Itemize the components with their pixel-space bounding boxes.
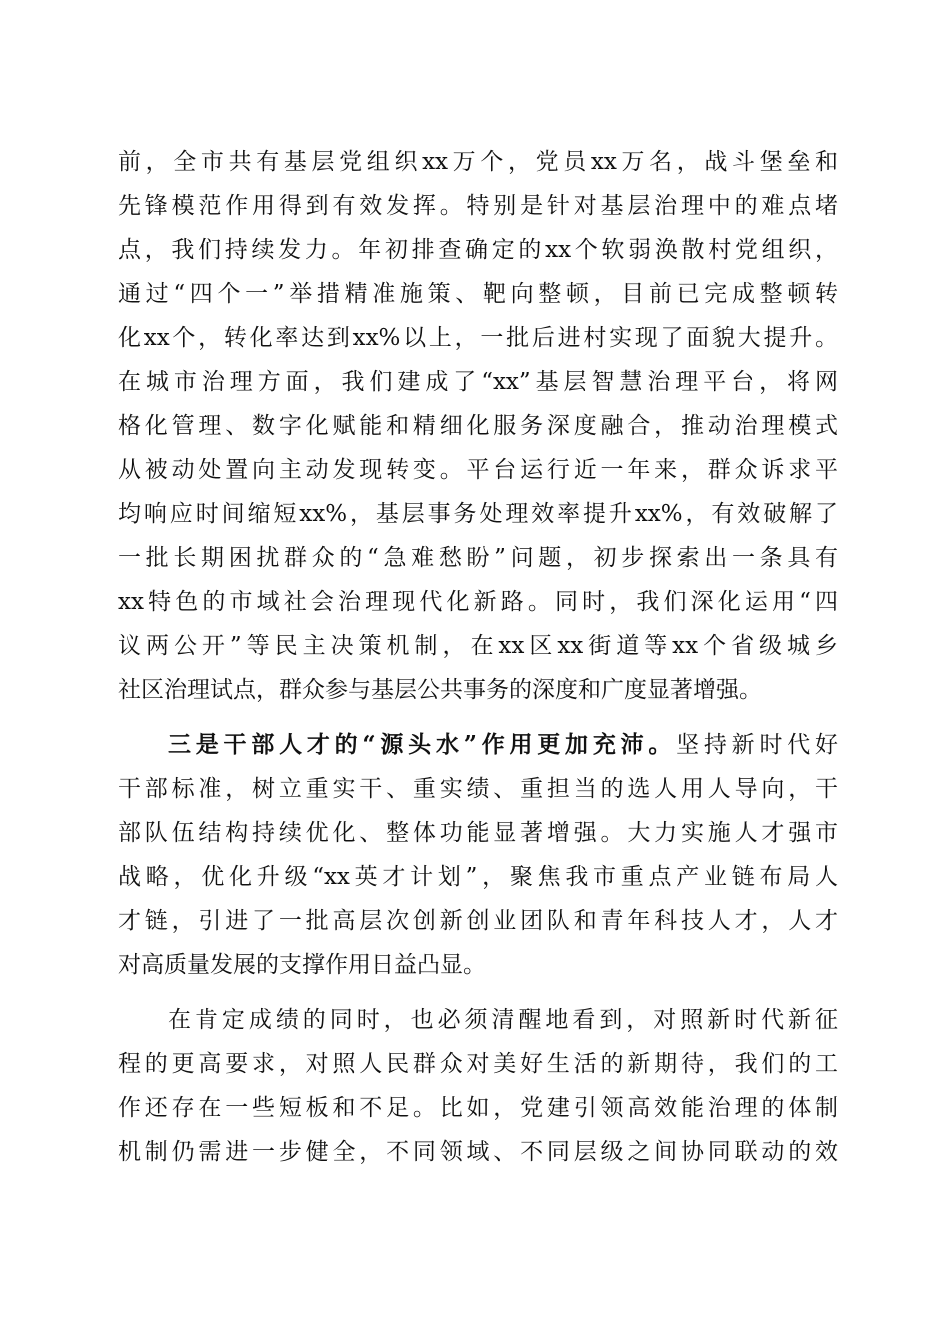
text-line: 通过“四个一”举措精准施策、靶向整顿，目前已完成整顿转 bbox=[118, 281, 838, 307]
text-line: 点，我们持续发力。年初排查确定的xx个软弱涣散村党组织， bbox=[118, 237, 838, 263]
text-line: 对高质量发展的支撑作用日益凸显。 bbox=[118, 952, 486, 978]
text-line: 才链，引进了一批高层次创新创业团队和青年科技人才，人才 bbox=[118, 908, 838, 934]
text-line: 一批长期困扰群众的“急难愁盼”问题，初步探索出一条具有 bbox=[118, 545, 838, 571]
text-line: 均响应时间缩短xx%，基层事务处理效率提升xx%，有效破解了 bbox=[118, 501, 838, 527]
text-line: 化xx个，转化率达到xx%以上，一批后进村实现了面貌大提升。 bbox=[118, 325, 838, 351]
text-line: 格化管理、数字化赋能和精细化服务深度融合，推动治理模式 bbox=[118, 413, 838, 439]
text-line: 部队伍结构持续优化、整体功能显著增强。大力实施人才强市 bbox=[118, 820, 838, 846]
text-line: 从被动处置向主动发现转变。平台运行近一年来，群众诉求平 bbox=[118, 457, 838, 483]
text-line: xx特色的市域社会治理现代化新路。同时，我们深化运用“四 bbox=[118, 589, 838, 615]
paragraph-lead-rest: 坚持新时代好 bbox=[676, 732, 839, 758]
text-line: 先锋模范作用得到有效发挥。特别是针对基层治理中的难点堵 bbox=[118, 193, 838, 219]
text-line: 作还存在一些短板和不足。比如，党建引领高效能治理的体制 bbox=[118, 1095, 838, 1121]
text-line: 在城市治理方面，我们建成了“xx”基层智慧治理平台，将网 bbox=[118, 369, 838, 395]
text-line: 程的更高要求，对照人民群众对美好生活的新期待，我们的工 bbox=[118, 1051, 838, 1077]
text-line: 前，全市共有基层党组织xx万个，党员xx万名，战斗堡垒和 bbox=[118, 149, 838, 175]
paragraph-lead-heading: 三是干部人才的“源头水”作用更加充沛。 bbox=[168, 731, 677, 758]
text-line: 社区治理试点，群众参与基层公共事务的深度和广度显著增强。 bbox=[118, 677, 762, 703]
text-line: 干部标准，树立重实干、重实绩、重担当的选人用人导向，干 bbox=[118, 776, 838, 802]
paragraph-first-line bbox=[168, 723, 838, 767]
text-line: 机制仍需进一步健全，不同领域、不同层级之间协同联动的效 bbox=[118, 1139, 838, 1165]
text-line: 战略，优化升级“xx英才计划”，聚焦我市重点产业链布局人 bbox=[118, 864, 838, 890]
text-line: 议两公开”等民主决策机制，在xx区xx街道等xx个省级城乡 bbox=[118, 633, 838, 659]
paragraph-first-line: 在肯定成绩的同时，也必须清醒地看到，对照新时代新征 bbox=[168, 1007, 838, 1033]
